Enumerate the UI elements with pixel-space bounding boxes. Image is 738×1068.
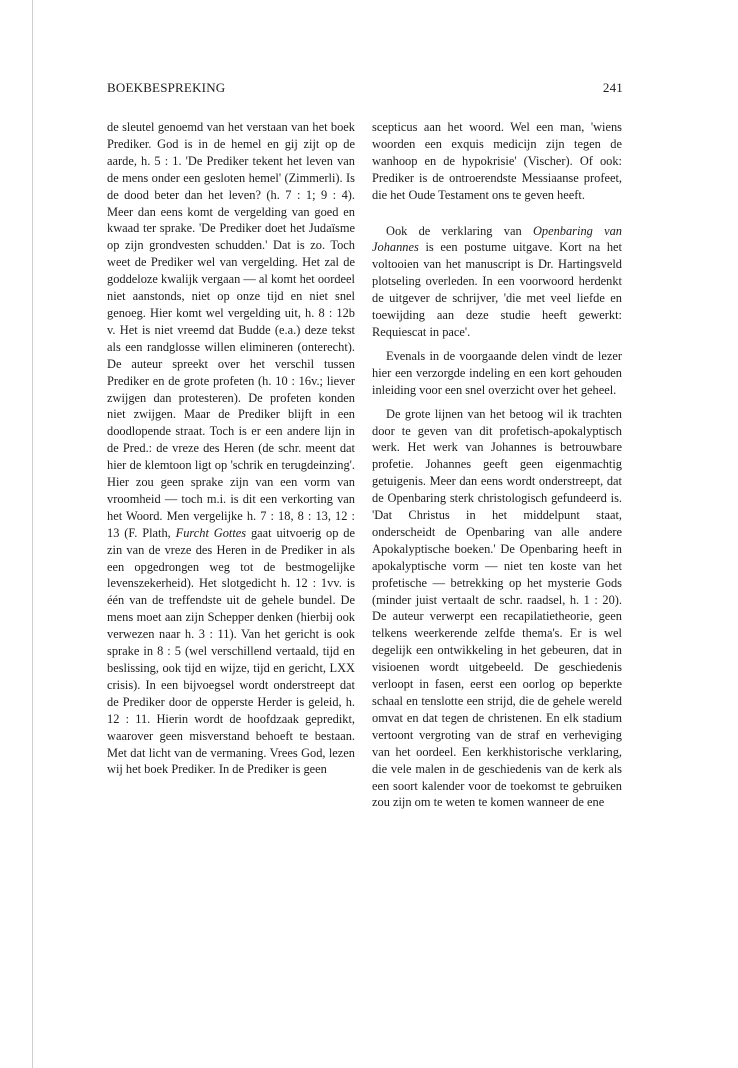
right-paragraph-2 [372,223,622,341]
right-column [372,119,622,811]
right-paragraph-3: Evenals in de voorgaande delen vindt de lezer hier een verzorgde indeling en een kort gehouden inleiding voor een snel overzicht over het geheel. [372,348,622,397]
page-edge-rule [32,0,33,1068]
left-paragraph-1-text-b: gaat uitvoerig op de zin van de vreze des Heren in de Prediker in als een opgedrongen weg tot de bestmogelijke levenszekerheid). Het slotgedicht h. 12 : 1vv. is één van de treffendste uit de gehele bundel. De mens moet aan zijn Schepper denken (hierbij ook verwezen naar h. 3 : 11). Van het gericht is ook sprake in 8 : 5 (wel verschillend vertaald, tijd en beslissing, ook tijd en wijze, tijd en gericht, LXX crisis). In een bijvoegsel wordt onderstreept dat de Prediker door de opperste Herder is geleid, h. 12 : 11. Hierin wordt de hoofdzaak gepredikt, waarover geen misverstand behoeft te bestaan. Met dat licht van de vermaning. Vrees God, lezen wij het boek Prediker. In de Prediker is geen [107,525,355,777]
running-head [107,80,623,98]
right-paragraph-1: scepticus aan het woord. Wel een man, 'wiens woorden een exquis medicijn zijn tegen de wanhoop en de hypokrisie' (Vischer). Of ook: Prediker is de ontroerendste Messiaanse profeet, die het Oude Testament ons te geven heeft. [372,120,622,202]
left-paragraph-1 [107,119,355,778]
left-paragraph-1-italic-title: Furcht Gottes [175,525,247,540]
left-column [107,119,355,778]
right-paragraph-4: De grote lijnen van het betoog wil ik trachten door te geven van dit profetisch-apokalyptisch werk. Het werk van Johannes is betrouwbare profetie. Johannes geeft geen eigenmachtig getuigenis. Meer dan eens wordt onderstreept, dat de Openbaring sterk christologisch gefundeerd is. 'Dat Christus in het middelpunt staat, onderscheidt de Openbaring van alle andere Apokalyptische boeken.' De Openbaring heeft in apokalyptische vorm — niet ten koste van het profetische — betrekking op het mysterie Gods (minder juist vertaalt de schr. raadsel, h. 1 : 20). De auteur verwerpt een recapilatietheorie, geen telkens weerkerende zelfde thema's. Er is wel degelijk een ontwikkeling in het gebeuren, dat in visioenen wordt uitgebeeld. De geschiedenis verloopt in fasen, eerst een oorlog op beperkte schaal en tenslotte een strijd, die de gehele wereld omvat en dat tegen de christenen. En elk stadium vertoont vergroting van de straf en verheviging van het oordeel. Een kerkhistorische verklaring, die vele malen in de geschiedenis van de kerk als een soort kalender voor de toekomst te gebruiken zou zijn om te weten te komen wanneer de ene [372,406,622,810]
right-paragraph-2-text-a: Ook de verklaring van [386,223,522,238]
section-title: BOEKBESPREKING [107,80,226,95]
right-paragraph-2-italic-title: Openbaring van Johannes [372,223,623,255]
right-paragraph-2-text-b: is een postume uitgave. Kort na het voltooien van het manuscript is Dr. Hartingsveld plotseling overleden. In een voorwoord herdenkt de uitgever de schrijver, 'die met veel liefde en toewijding aan deze studie heeft gewerkt: Requiescat in pace'. [372,240,622,339]
page-number: 241 [602,80,623,95]
left-paragraph-1-text-a: de sleutel genoemd van het verstaan van het boek Prediker. God is in de hemel en gij zijt op de aarde, h. 5 : 1. 'De Prediker tekent het leven van de mens onder een gesloten hemel' (Zimmerli). Is de dood beter dan het leven? (h. 7 : 1; 9 : 4). Meer dan eens komt de vergelding van goed en kwaad ter sprake. 'De Prediker doet het Judaïsme op zijn grondvesten schudden.' Dat is zo. Toch weet de Prediker wel van vergelding. Het zal de goddeloze kwalijk vergaan — al komt het oordeel niet aanstonds, niet op onze tijd en niet snel genoeg. Hier komt wel vergelding uit, h. 8 : 12b v. Het is niet vreemd dat Budde (e.a.) deze tekst als een randglosse willen elimineren (onterecht). De auteur spreekt over het verschil tussen Prediker en de grote profeten (h. 10 : 16v.; liever zwijgen dan protesteren). De profeten konden niet zwijgen. Maar de Prediker blijft in een doodlopende straat. Toch is er een andere lijn in de Pred.: de vreze des Heren (de schr. meent dat hier de klemtoon ligt op 'schrik en terugdeinzing'. Hier zou geen sprake zijn van een vorm van vroomheid — toch m.i. is dit een verkorting van het Woord. Men vergelijke h. 7 : 18, 8 : 13, 12 : 13 (F. Plath, [107,120,355,540]
